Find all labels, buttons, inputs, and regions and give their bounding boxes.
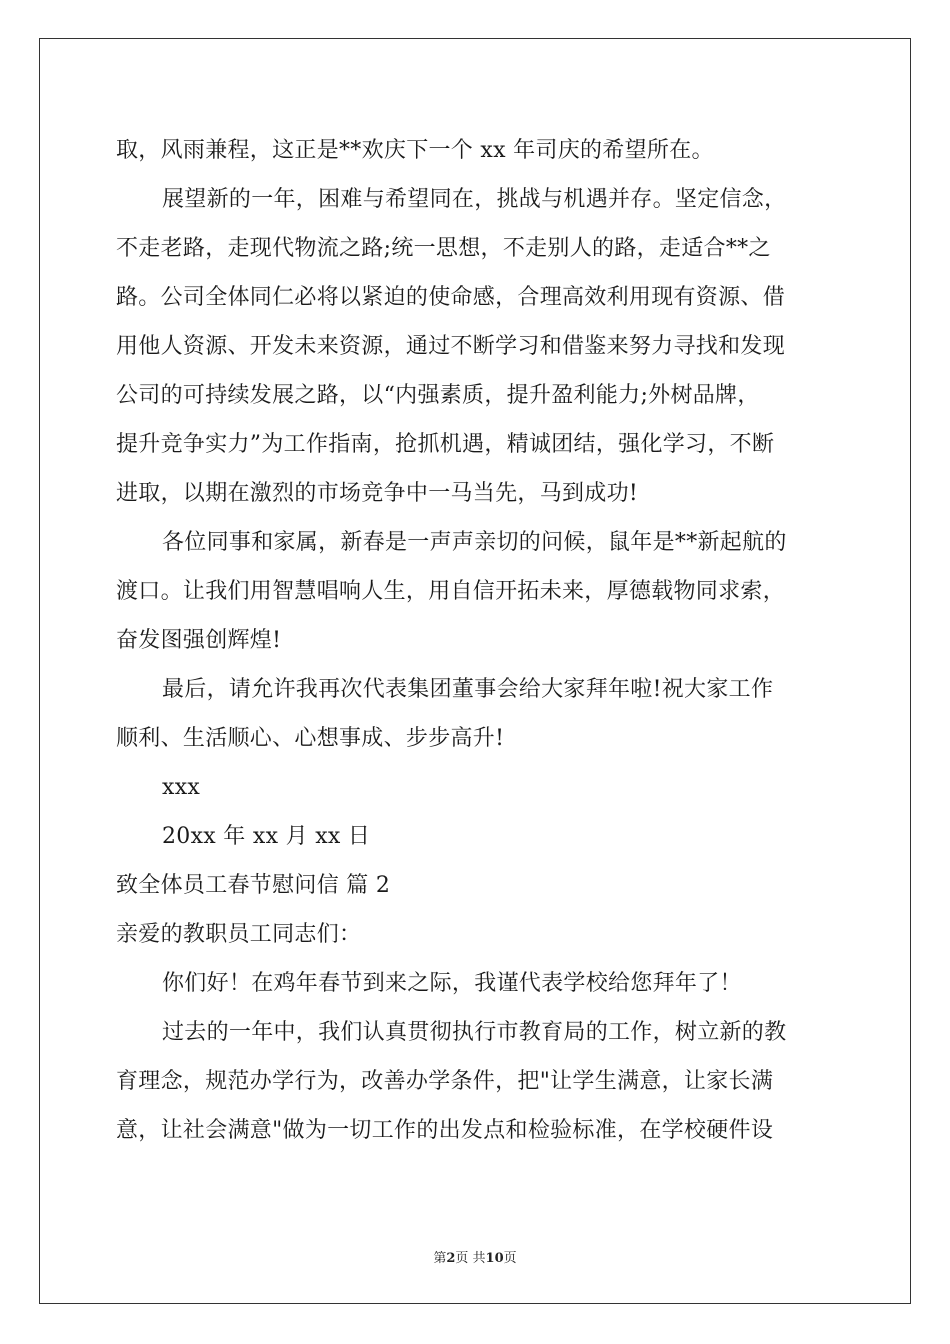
page-suffix: 页 [503, 1251, 517, 1266]
text-line: 展望新的一年，困难与希望同在，挑战与机遇并存。坚定信念， [162, 187, 787, 212]
signature-name: xxx [162, 775, 201, 800]
page-total: 10 [485, 1251, 504, 1266]
page-prefix: 第 [433, 1251, 447, 1266]
text-line: 用他人资源、开发未来资源，通过不断学习和借鉴来努力寻找和发现 [116, 334, 786, 359]
text-line: 意，让社会满意"做为一切工作的出发点和检验标准，在学校硬件设 [116, 1118, 774, 1143]
text-line: 最后，请允许我再次代表集团董事会给大家拜年啦!祝大家工作 [162, 677, 774, 702]
section-title: 致全体员工春节慰问信 篇 2 [116, 873, 391, 898]
document-body [116, 126, 836, 1155]
text-line: 渡口。让我们用智慧唱响人生，用自信开拓未来，厚德载物同求索， [116, 579, 786, 604]
text-line: 路。公司全体同仁必将以紧迫的使命感，合理高效利用现有资源、借 [116, 285, 786, 310]
text-line: 取，风雨兼程，这正是**欢庆下一个 xx 年司庆的希望所在。 [116, 138, 714, 163]
page-current: 2 [446, 1251, 456, 1266]
text-line: 奋发图强创辉煌! [116, 628, 282, 653]
text-line: 提升竞争实力”为工作指南，抢抓机遇，精诚团结，强化学习，不断 [116, 432, 775, 457]
text-line: 不走老路，走现代物流之路;统一思想，不走别人的路，走适合**之 [116, 236, 771, 261]
text-line: 进取，以期在激烈的市场竞争中一马当先，马到成功! [116, 481, 639, 506]
text-line: 育理念，规范办学行为，改善办学条件，把"让学生满意，让家长满 [116, 1069, 774, 1094]
text-line: 过去的一年中，我们认真贯彻执行市教育局的工作，树立新的教 [162, 1020, 787, 1045]
text-line: 公司的可持续发展之路，以“内强素质，提升盈利能力;外树品牌， [116, 383, 760, 408]
text-line: 你们好！在鸡年春节到来之际，我谨代表学校给您拜年了！ [162, 971, 742, 996]
signature-date: 20xx 年 xx 月 xx 日 [162, 824, 371, 849]
page-mid: 页 共 [455, 1251, 486, 1266]
salutation: 亲爱的教职员工同志们： [116, 922, 362, 947]
text-line: 各位同事和家属，新春是一声声亲切的问候，鼠年是**新起航的 [162, 530, 787, 555]
text-line: 顺利、生活顺心、心想事成、步步高升! [116, 726, 505, 751]
page-footer [0, 1247, 950, 1266]
